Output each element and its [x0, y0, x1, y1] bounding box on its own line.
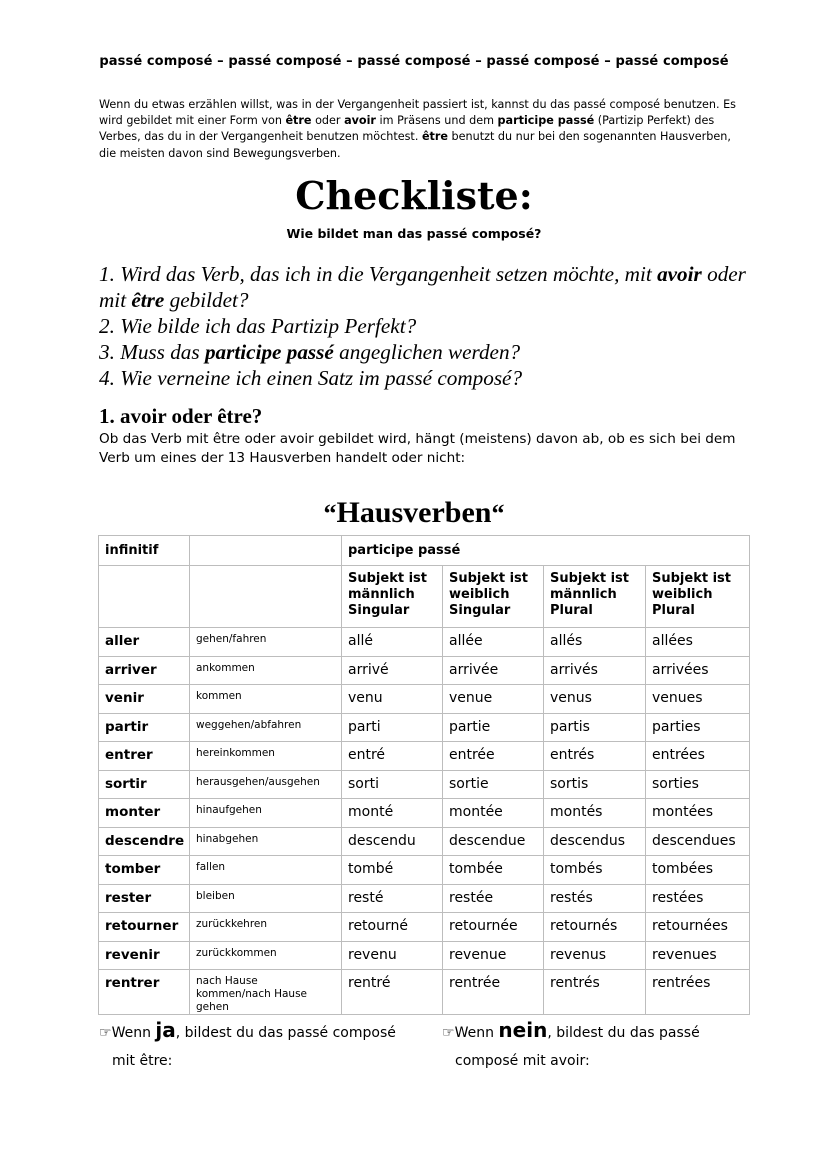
- table-row: rester bleiben resté restée restés restées: [99, 884, 750, 913]
- table-row: aller gehen/fahren allé allée allés allées: [99, 628, 750, 657]
- page-subtitle: Wie bildet man das passé composé?: [286, 226, 542, 241]
- hausverben-table: [98, 535, 750, 1015]
- table-title: “Hausverben“: [323, 496, 505, 529]
- table-row: monter hinaufgehen monté montée montés montées: [99, 799, 750, 828]
- table-header-row: [99, 536, 750, 566]
- table-row: retourner zurückkehren retourné retournée retournés retournées: [99, 913, 750, 942]
- intro-paragraph: Wenn du etwas erzählen willst, was in der Vergangenheit passiert ist, kannst du das passé composé benutzen. Es wird gebildet mit einer Form von être oder avoir im Präsens und dem participe passé (Partizip Perfekt) des Verbes, das du in der Vergangenheit benutzen möchtest. être benutzt du nur bei den sogenannten Hausverben, die meisten davon sind Bewegungsverben.: [99, 98, 737, 160]
- subheader-empty-1: [99, 566, 190, 628]
- subheader-f-pl: Subjekt ist weiblich Plural: [646, 566, 750, 628]
- table-row: descendre hinabgehen descendu descendue descendus descendues: [99, 827, 750, 856]
- header-infinitif: infinitif: [99, 536, 190, 566]
- table-row: tomber fallen tombé tombée tombés tombées: [99, 856, 750, 885]
- subheader-m-pl: Subjekt ist männlich Plural: [544, 566, 646, 628]
- table-subheader-row: [99, 566, 750, 628]
- subheader-empty-2: [190, 566, 342, 628]
- section-text: Ob das Verb mit être oder avoir gebildet wird, hängt (meistens) davon ab, ob es sich bei dem Verb um eines der 13 Hausverben handelt oder nicht:: [99, 431, 736, 466]
- subheader-f-sg: Subjekt ist weiblich Singular: [443, 566, 544, 628]
- note-yes: ☞Wenn ja, bildest du das passé composé mit être:: [99, 1018, 396, 1069]
- checklist-item-3: 3. Muss das participe passé angeglichen werden?: [99, 340, 521, 364]
- checklist-item-1: 1. Wird das Verb, das ich in die Vergangenheit setzen möchte, mit avoir oder mit être gebildet?: [99, 262, 746, 312]
- checklist-item-2: 2. Wie bilde ich das Partizip Perfekt?: [99, 314, 417, 338]
- table-row: venir kommen venu venue venus venues: [99, 685, 750, 714]
- subheader-m-sg: Subjekt ist männlich Singular: [342, 566, 443, 628]
- table-row: entrer hereinkommen entré entrée entrés entrées: [99, 742, 750, 771]
- checklist: [99, 261, 749, 391]
- checklist-item-4: 4. Wie verneine ich einen Satz im passé composé?: [99, 366, 523, 390]
- table-row: partir weggehen/abfahren parti partie partis parties: [99, 713, 750, 742]
- header-participe: participe passé: [342, 536, 750, 566]
- table-row: revenir zurückkommen revenu revenue revenus revenues: [99, 941, 750, 970]
- note-no: ☞Wenn nein, bildest du das passé composé mit avoir:: [442, 1018, 700, 1069]
- page-title: Checkliste:: [295, 173, 533, 218]
- table-row: rentrer nach Hause kommen/nach Hause gehen rentré rentrée rentrés rentrées: [99, 970, 750, 1015]
- pointing-hand-icon: ☞: [99, 1025, 112, 1041]
- section-heading: 1. avoir oder être?: [99, 404, 263, 428]
- table-row: arriver ankommen arrivé arrivée arrivés arrivées: [99, 656, 750, 685]
- pointing-hand-icon: ☞: [442, 1025, 455, 1041]
- header-empty: [190, 536, 342, 566]
- table-row: sortir herausgehen/ausgehen sorti sortie sortis sorties: [99, 770, 750, 799]
- banner: passé composé – passé composé – passé composé – passé composé – passé composé: [99, 54, 729, 69]
